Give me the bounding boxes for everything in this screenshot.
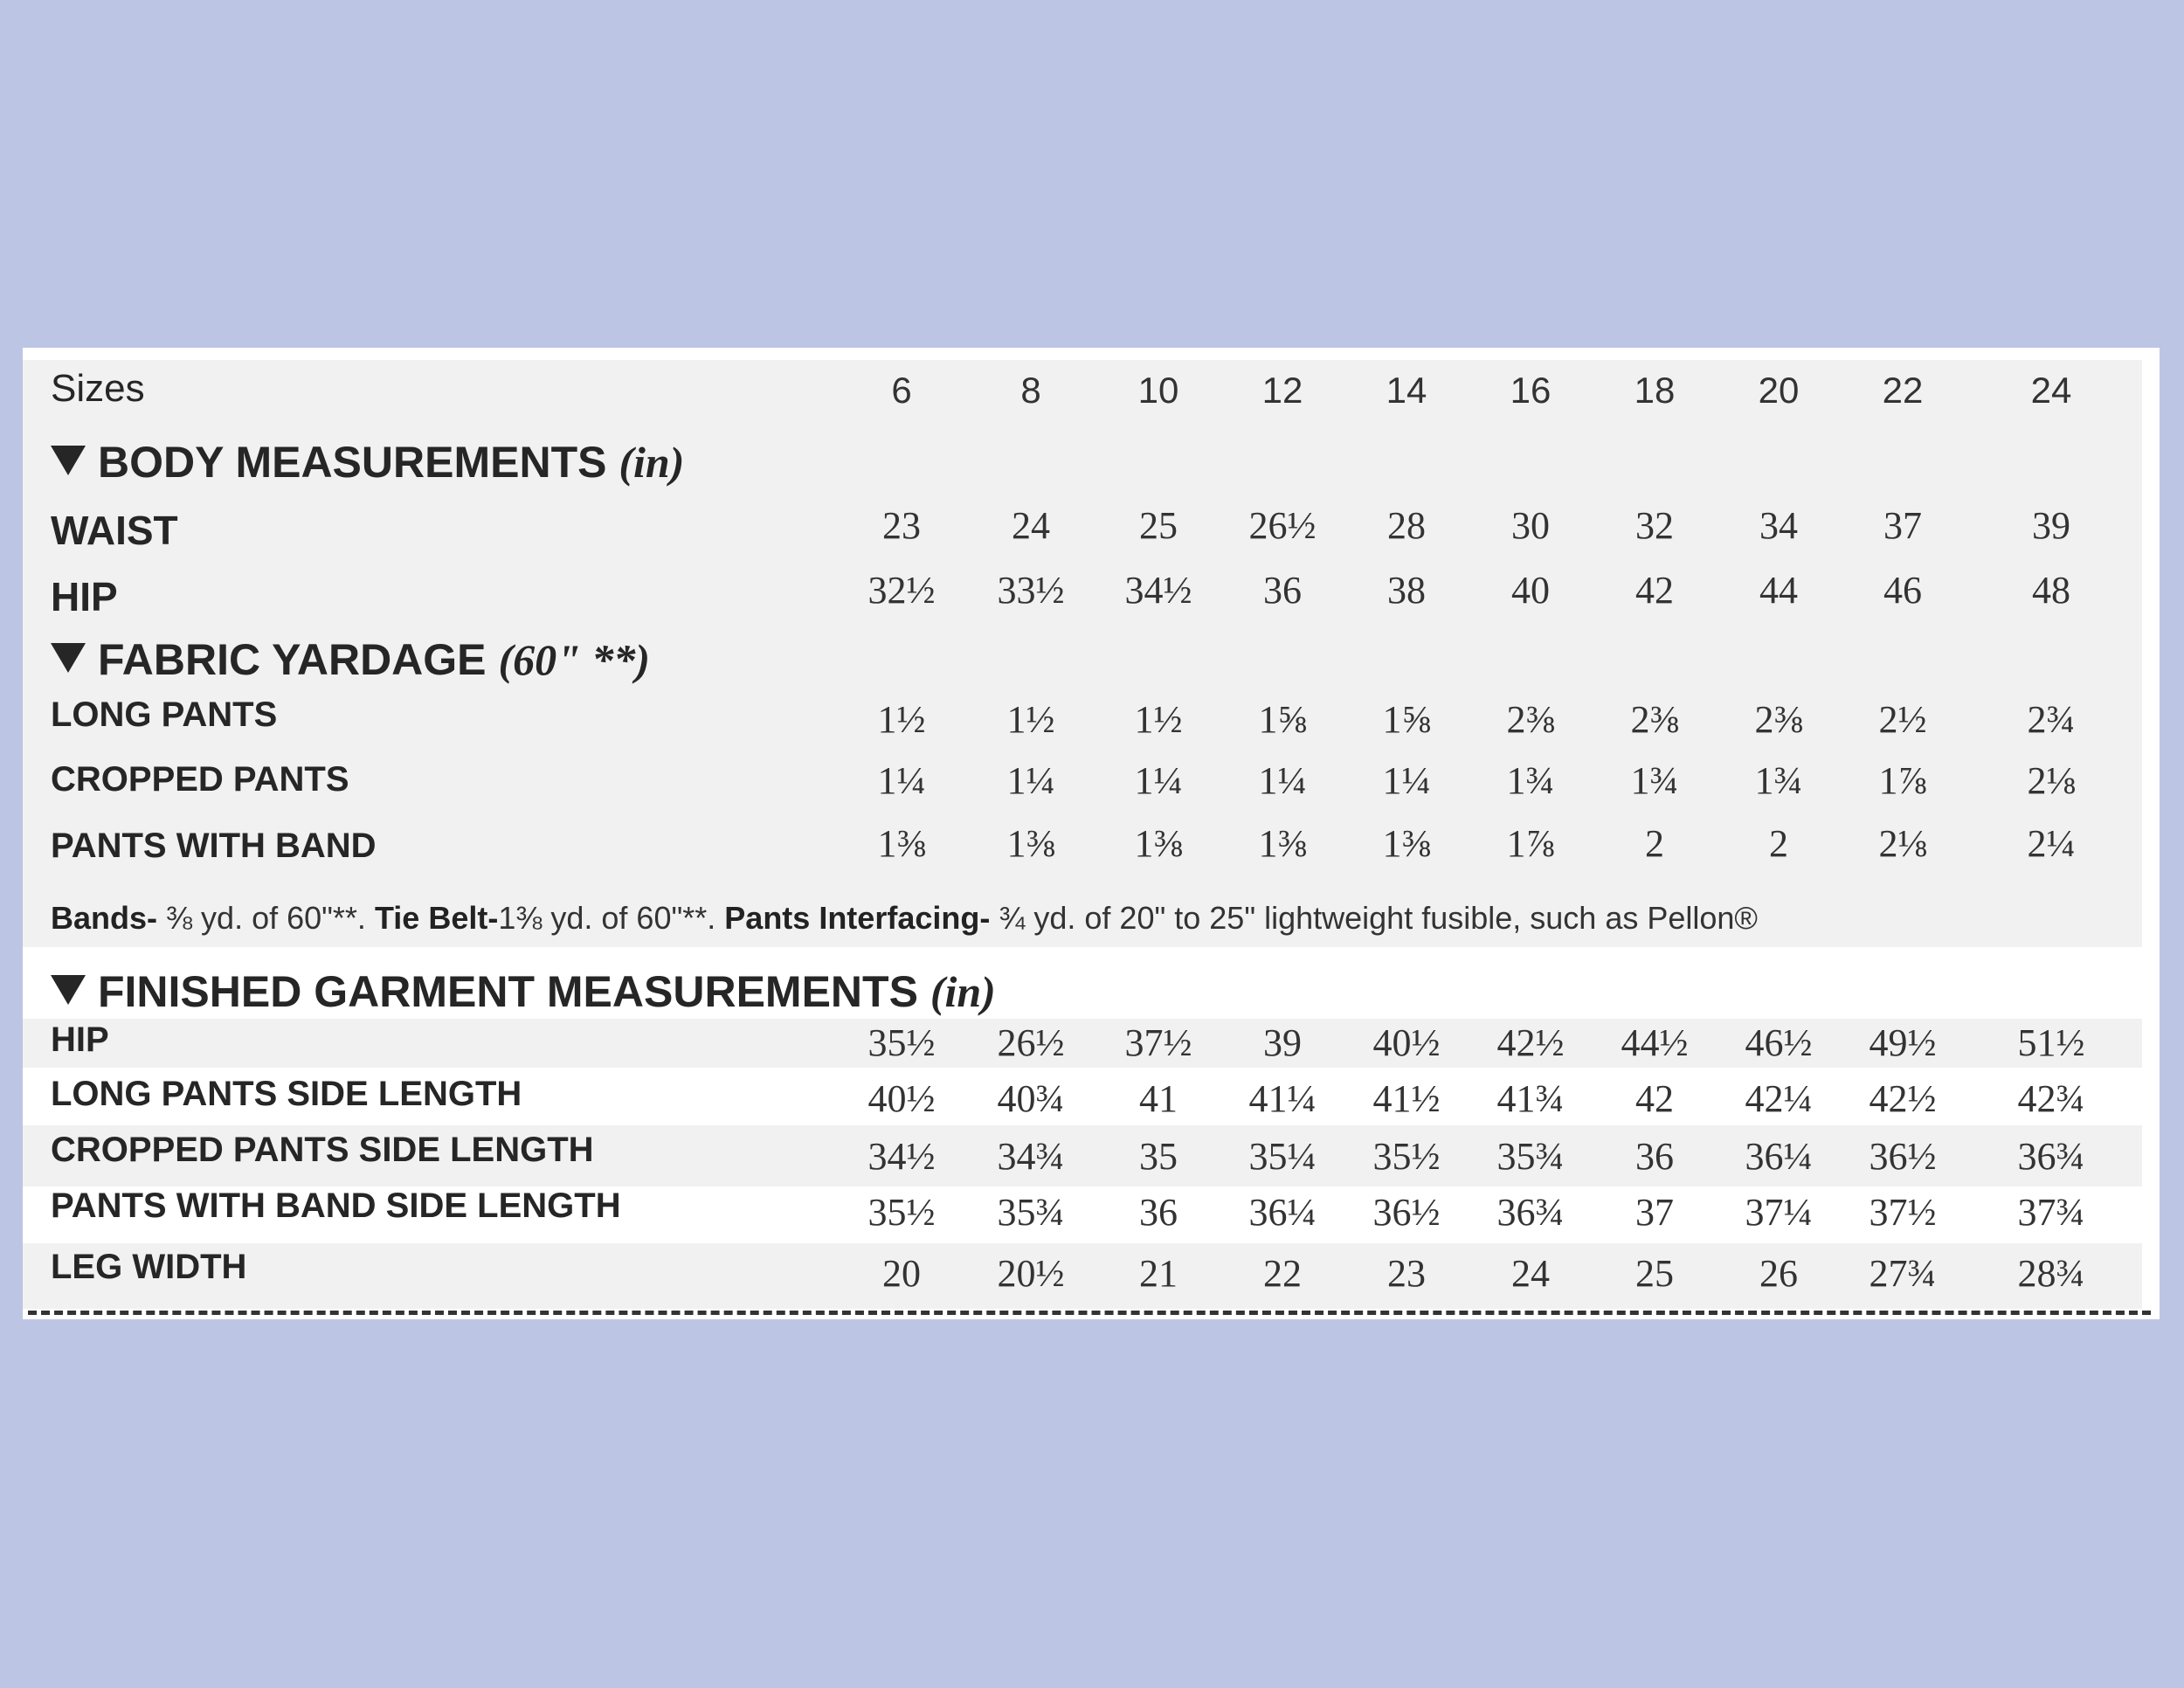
value-cell: 36¾ [2017, 1135, 2085, 1178]
value-cell: 24 [1511, 1252, 1550, 1295]
value-cell: 1¼ [1134, 759, 1183, 802]
finished-row-label: LEG WIDTH [51, 1248, 247, 1286]
value-cell: 39 [2032, 504, 2070, 547]
value-cell: 2 [1769, 822, 1788, 865]
finished-garment-heading [51, 966, 996, 1017]
bands-text: ⅜ yd. of 60"**. [157, 900, 375, 936]
value-cell: 1⅜ [1134, 822, 1183, 865]
value-cell: 1½ [1006, 698, 1055, 741]
value-cell: 51½ [2017, 1021, 2085, 1064]
value-cell: 1⅞ [1506, 822, 1555, 865]
finished-row-label: LONG PANTS SIDE LENGTH [51, 1075, 522, 1113]
value-cell: 44½ [1621, 1021, 1689, 1064]
value-cell: 2 [1645, 822, 1664, 865]
value-cell: 20 [882, 1252, 921, 1295]
value-cell: 42¼ [1745, 1077, 1813, 1120]
value-cell: 37½ [1869, 1191, 1937, 1234]
value-cell: 26 [1759, 1252, 1798, 1295]
value-cell: 36½ [1372, 1191, 1441, 1234]
value-cell: 20½ [997, 1252, 1065, 1295]
dashed-divider [28, 1311, 2151, 1315]
value-cell: 36¼ [1248, 1191, 1317, 1234]
value-cell: 37½ [1124, 1021, 1192, 1064]
body-row-label: HIP [51, 574, 118, 619]
value-cell: 42 [1635, 569, 1674, 612]
bands-label: Bands- [51, 900, 158, 936]
value-cell: 42¾ [2017, 1077, 2085, 1120]
finished-row-label: HIP [51, 1020, 109, 1059]
value-cell: 1⅜ [877, 822, 926, 865]
value-cell: 2¼ [2027, 822, 2076, 865]
triangle-down-icon [51, 446, 86, 475]
body-unit: (in) [619, 438, 685, 487]
value-cell: 35½ [867, 1191, 936, 1234]
value-cell: 1¾ [1630, 759, 1679, 802]
value-cell: 40 [1511, 569, 1550, 612]
value-cell: 35¼ [1248, 1135, 1317, 1178]
value-cell: 34½ [1124, 569, 1192, 612]
value-cell: 1¼ [877, 759, 926, 802]
size-header-cell: 16 [1510, 370, 1552, 411]
value-cell: 32 [1635, 504, 1674, 547]
finished-row-label: PANTS WITH BAND SIDE LENGTH [51, 1186, 621, 1225]
value-cell: 1⅝ [1258, 698, 1307, 741]
value-cell: 23 [1387, 1252, 1426, 1295]
value-cell: 1⅞ [1878, 759, 1927, 802]
fabric-row-label: CROPPED PANTS [51, 760, 349, 799]
value-cell: 36½ [1869, 1135, 1937, 1178]
triangle-down-icon [51, 975, 86, 1005]
value-cell: 23 [882, 504, 921, 547]
value-cell: 2⅜ [1506, 698, 1555, 741]
fabric-row-label: LONG PANTS [51, 695, 278, 734]
value-cell: 1⅜ [1382, 822, 1431, 865]
value-cell: 1¼ [1006, 759, 1055, 802]
value-cell: 40¾ [997, 1077, 1065, 1120]
value-cell: 35½ [1372, 1135, 1441, 1178]
value-cell: 27¾ [1869, 1252, 1937, 1295]
value-cell: 2½ [1878, 698, 1927, 741]
triangle-down-icon [51, 643, 86, 673]
value-cell: 37 [1883, 504, 1922, 547]
value-cell: 26½ [997, 1021, 1065, 1064]
value-cell: 36¾ [1496, 1191, 1565, 1234]
value-cell: 39 [1263, 1021, 1302, 1064]
value-cell: 41½ [1372, 1077, 1441, 1120]
size-header-cell: 12 [1261, 370, 1303, 411]
tie-belt-text: 1⅜ yd. of 60"**. [498, 900, 725, 936]
value-cell: 1⅝ [1382, 698, 1431, 741]
value-cell: 26½ [1248, 504, 1317, 547]
value-cell: 48 [2032, 569, 2070, 612]
value-cell: 35¾ [1496, 1135, 1565, 1178]
value-cell: 32½ [867, 569, 936, 612]
value-cell: 21 [1139, 1252, 1178, 1295]
value-cell: 46 [1883, 569, 1922, 612]
value-cell: 46½ [1745, 1021, 1813, 1064]
value-cell: 33½ [997, 569, 1065, 612]
value-cell: 25 [1635, 1252, 1674, 1295]
fabric-notes [51, 900, 1758, 937]
size-header-cell: 14 [1386, 370, 1427, 411]
value-cell: 25 [1139, 504, 1178, 547]
size-header-cell: 24 [2030, 370, 2072, 411]
sizes-label: Sizes [51, 367, 145, 410]
size-header-cell: 20 [1758, 370, 1800, 411]
value-cell: 2¾ [2027, 698, 2076, 741]
value-cell: 37¼ [1745, 1191, 1813, 1234]
value-cell: 42½ [1496, 1021, 1565, 1064]
value-cell: 34 [1759, 504, 1798, 547]
size-header-cell: 18 [1634, 370, 1676, 411]
value-cell: 2⅛ [1878, 822, 1927, 865]
finished-unit: (in) [930, 967, 996, 1016]
value-cell: 35¾ [997, 1191, 1065, 1234]
value-cell: 38 [1387, 569, 1426, 612]
value-cell: 41¾ [1496, 1077, 1565, 1120]
fabric-unit: (60" **) [498, 635, 650, 684]
value-cell: 44 [1759, 569, 1798, 612]
value-cell: 1¼ [1382, 759, 1431, 802]
value-cell: 28 [1387, 504, 1426, 547]
value-cell: 22 [1263, 1252, 1302, 1295]
value-cell: 40½ [1372, 1021, 1441, 1064]
value-cell: 34¾ [997, 1135, 1065, 1178]
value-cell: 28¾ [2017, 1252, 2085, 1295]
size-header-cell: 8 [1020, 370, 1041, 411]
value-cell: 1¾ [1754, 759, 1803, 802]
size-header-cell: 22 [1882, 370, 1924, 411]
interfacing-label: Pants Interfacing- [724, 900, 991, 936]
size-header-cell: 10 [1137, 370, 1179, 411]
value-cell: 2⅜ [1630, 698, 1679, 741]
size-header-cell: 6 [891, 370, 912, 411]
finished-title: FINISHED GARMENT MEASUREMENTS [98, 967, 918, 1016]
value-cell: 35 [1139, 1135, 1178, 1178]
value-cell: 36¼ [1745, 1135, 1813, 1178]
value-cell: 36 [1139, 1191, 1178, 1234]
body-measurements-heading [51, 437, 684, 488]
value-cell: 1½ [877, 698, 926, 741]
interfacing-text: ¾ yd. of 20" to 25" lightweight fusible, such as Pellon® [990, 900, 1758, 936]
fabric-yardage-heading [51, 634, 650, 685]
value-cell: 1½ [1134, 698, 1183, 741]
value-cell: 1⅜ [1258, 822, 1307, 865]
value-cell: 35½ [867, 1021, 936, 1064]
value-cell: 1¼ [1258, 759, 1307, 802]
body-row-label: WAIST [51, 508, 178, 553]
body-title: BODY MEASUREMENTS [98, 438, 607, 487]
value-cell: 1¾ [1506, 759, 1555, 802]
value-cell: 42½ [1869, 1077, 1937, 1120]
value-cell: 36 [1635, 1135, 1674, 1178]
value-cell: 37 [1635, 1191, 1674, 1234]
value-cell: 37¾ [2017, 1191, 2085, 1234]
value-cell: 41¼ [1248, 1077, 1317, 1120]
value-cell: 2⅜ [1754, 698, 1803, 741]
value-cell: 34½ [867, 1135, 936, 1178]
fabric-title: FABRIC YARDAGE [98, 635, 487, 684]
value-cell: 36 [1263, 569, 1302, 612]
value-cell: 41 [1139, 1077, 1178, 1120]
value-cell: 24 [1012, 504, 1050, 547]
value-cell: 40½ [867, 1077, 936, 1120]
fabric-row-label: PANTS WITH BAND [51, 827, 377, 865]
tie-belt-label: Tie Belt- [374, 900, 499, 936]
value-cell: 49½ [1869, 1021, 1937, 1064]
value-cell: 2⅛ [2027, 759, 2076, 802]
size-chart [23, 348, 2160, 1319]
value-cell: 42 [1635, 1077, 1674, 1120]
value-cell: 1⅜ [1006, 822, 1055, 865]
finished-row-label: CROPPED PANTS SIDE LENGTH [51, 1131, 594, 1169]
value-cell: 30 [1511, 504, 1550, 547]
